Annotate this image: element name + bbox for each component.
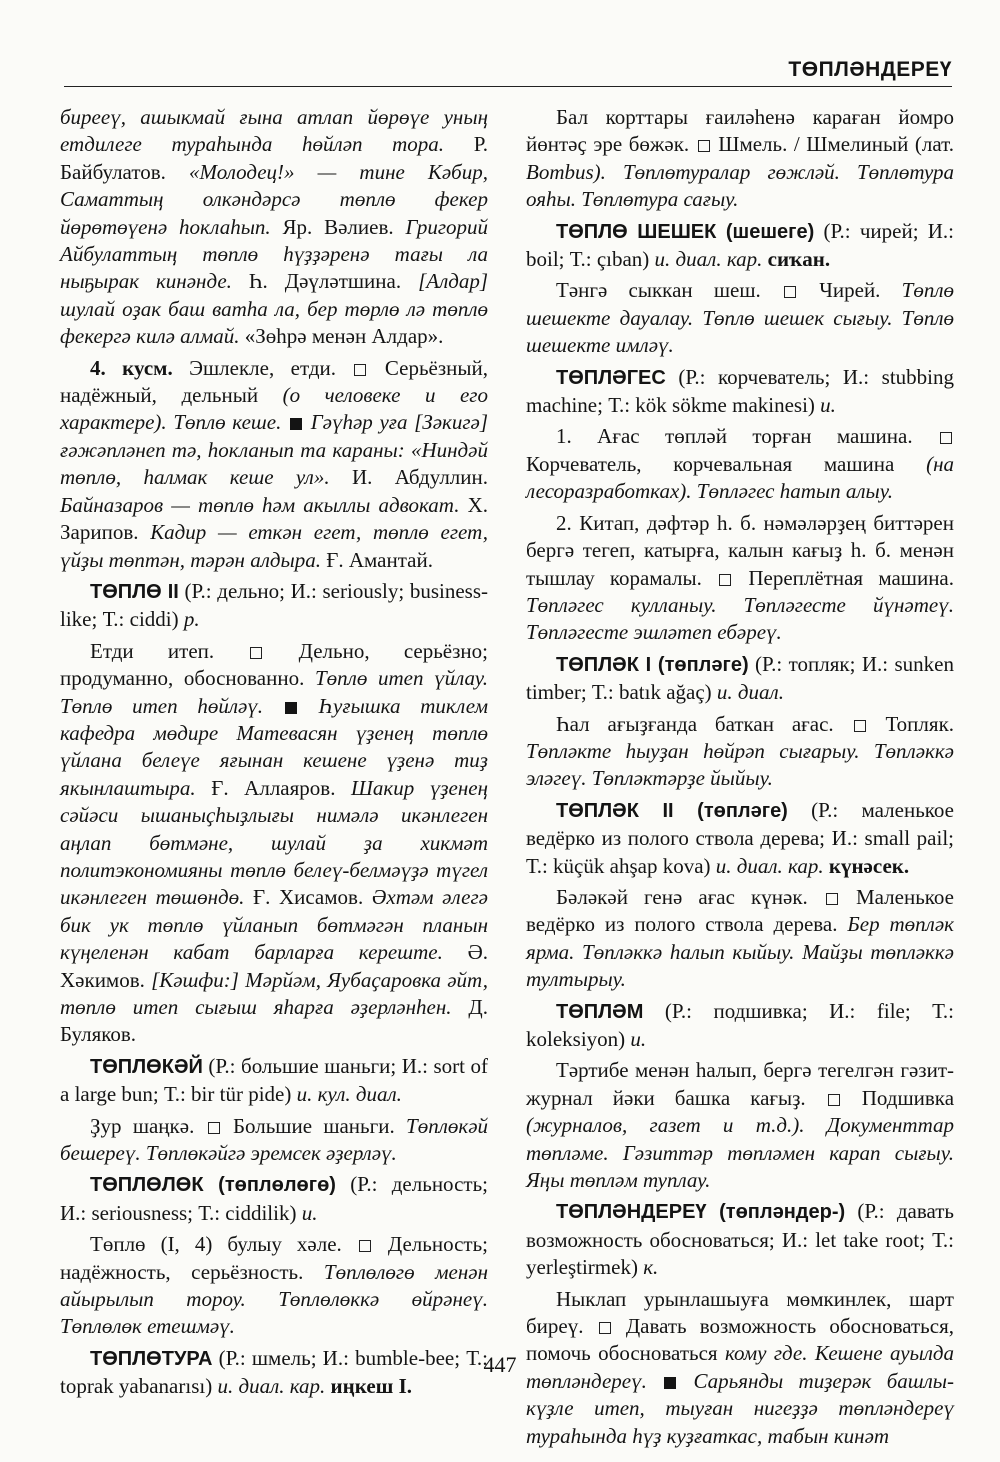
- citation: Р. Байбулатов.: [60, 132, 488, 184]
- example: Документтар төпләме. Гәзиттәр төпләмен карап сығыу. Яңы төпләм туплау.: [526, 1113, 954, 1193]
- translation: Большие шаньги.: [232, 1113, 395, 1138]
- entry-toplak-2-body: [526, 884, 954, 994]
- definition: Бал корттары ғаиләһенә караған йомро йөнтәҫ эре бөжәк.: [526, 105, 954, 157]
- equivalents: (Р.: чирей; И.: boil; Т.: çıban): [526, 218, 955, 272]
- entry-toplages-sense-1: [526, 423, 954, 505]
- equivalents: (Р.: подшивка; И.: file; Т.: koleksiyon): [526, 998, 954, 1051]
- square-icon: [854, 720, 866, 732]
- running-title: ТӨПЛӘНДЕРЕҮ: [788, 58, 952, 81]
- translation: Давать возможность обосноваться, помочь обосноваться: [526, 1314, 954, 1366]
- citation: Һ. Дәүләтшина.: [248, 269, 402, 294]
- translation: Чирей.: [819, 278, 881, 303]
- sense-number: 4. кусм.: [90, 355, 173, 380]
- example: Әхтәм әлегә бик ук төплө үйланып бөтмәгән планын күңеленән кабат барларға кереште.: [60, 885, 488, 965]
- citation: Ғ. Хисамов.: [252, 885, 364, 910]
- headword: ТӨПЛӨТУРА: [90, 1347, 213, 1370]
- headword: ТӨПЛӨЛӨК (төплөлөгө): [90, 1174, 336, 1197]
- note: (о человеке и его характере).: [60, 383, 489, 435]
- running-header: [64, 50, 952, 87]
- translation: Дельно, серьёзно; продуманно, обоснованно.: [60, 638, 488, 691]
- example: Төплөкәй бешереү. Төплөкәйгә эремсек әҙерләү.: [60, 1113, 489, 1166]
- latin-name: Bombus).: [526, 159, 606, 184]
- square-icon: [599, 1322, 611, 1334]
- page-number: 447: [483, 1352, 517, 1377]
- headword: ТӨПЛӘМ: [556, 1000, 644, 1023]
- pos: и.: [820, 393, 836, 418]
- entry-toplo-sheshek-body: [526, 277, 954, 359]
- entry-toplak-2: [526, 797, 954, 880]
- definition: Тәнгә сыккан шеш.: [556, 278, 761, 303]
- black-square-icon: [664, 1377, 676, 1389]
- square-icon: [719, 574, 731, 586]
- entry-toplo-sheshek: [526, 218, 954, 274]
- pos: и. кул. диал.: [296, 1082, 402, 1107]
- left-column: [60, 104, 488, 1405]
- black-square-icon: [285, 702, 297, 714]
- example: Григорий Айбулаттың төплө һүҙҙәренә тағы ла ныҕырак кинәнде.: [60, 214, 489, 294]
- example: «Молодец!» — тине Кәбир, Саматтың олкәндәрсә төплө фекер йөрөтөүенә һоклаһып.: [60, 159, 488, 239]
- note: (на лесоразработках).: [526, 451, 955, 504]
- entry-toplanderew: [526, 1198, 954, 1281]
- example: Төплөлөгө менән айырылып тороу. Төплөлөккә өйрәнеү. Төплөлөк етешмәү.: [60, 1259, 488, 1339]
- example: Төплө кеше.: [173, 410, 282, 435]
- example: Байназаров — төплө һәм акыллы адвокат.: [60, 492, 460, 517]
- entry-toplokay: [60, 1053, 488, 1109]
- example: Һуғышка тиклем кафедра мөдире Матевасян үҙенең төплө үйлана белеүе яғынан кешене үҙенә тиҙ якынлаштыра.: [60, 693, 488, 800]
- entry-toplages: [526, 364, 954, 420]
- translation: Топляк.: [885, 711, 955, 736]
- citation: Яр. Вәлиев.: [282, 214, 394, 239]
- example: Шакир үҙенең сәйәси ышаныҫһыҙлығы нимәлә икәнлеген аңлап бөтмәне, шулай ҙа хикмәт политэкономияны төплө белеү-белмәүҙә түгел икәнлеген төшөндө.: [60, 775, 488, 910]
- example: Төпләгес һатып алыу.: [696, 479, 894, 504]
- cross-reference: күнәсек.: [828, 853, 910, 878]
- citation: Ғ. Аллаяров.: [211, 775, 336, 800]
- definition: Төплө (I, 4) булыу хәле.: [90, 1232, 342, 1257]
- entry-toplam-body: [526, 1057, 954, 1194]
- translation: Корчеватель, корчевальная машина: [526, 451, 895, 476]
- pos: и. диал. кар.: [654, 247, 763, 272]
- note: (журналов, газет и т.д.).: [526, 1113, 805, 1138]
- pos: к.: [643, 1255, 659, 1280]
- example: Төплө итеп үйлау. Төплө итеп һөйләү.: [60, 666, 489, 718]
- entry-toplak-1-body: [526, 711, 954, 793]
- translation: Серьёзный, надёжный, дельный: [60, 355, 488, 408]
- pos: и.: [630, 1027, 647, 1051]
- square-icon: [359, 1240, 371, 1252]
- definition: Эшлекле, етди.: [189, 355, 337, 380]
- equivalents: (Р.: большие шаньги; И.: sort of a large bun; Т.: bir tür pide): [60, 1053, 488, 1107]
- equivalents: (Р.: корчеватель; И.: stubbing machine; Т.: kök sökme makinesi): [526, 364, 955, 418]
- headword: ТӨПЛӘНДЕРЕҮ (төпләндер-): [556, 1201, 846, 1224]
- example: Төпләгес кулланыу. Төпләгесте йүнәтеү. Төпләгесте эшләтеп ебәреү.: [526, 592, 954, 645]
- definition: Ныклап урынлашыуға мөмкинлек, шарт биреү.: [526, 1286, 954, 1339]
- example: Кадир — еткән егет, төплө егет, үйҙы төптән, тәрән алдыра.: [60, 520, 489, 572]
- definition: Тәртибе менән һалып, бергә тегелгән гәзит-журнал йәки башка кағыҙ.: [526, 1058, 954, 1110]
- equivalents: (Р.: шмель; И.: bumble-bee; Т.: toprak yabanarısı): [60, 1345, 489, 1399]
- citation: Д. Буляков.: [60, 995, 488, 1047]
- example: [Кәшфи:] Мәрйәм, Яубаҫаровка әйт, төплө итеп сығыш яһарға әҙерләнһен.: [60, 967, 489, 1019]
- citation: И. Абдуллин.: [351, 465, 488, 490]
- sense-4: [60, 355, 488, 574]
- headword: ТӨПЛӨ ШЕШЕК (шешеге): [556, 220, 815, 243]
- definition: Бәләкәй генә ағас күнәк.: [556, 884, 808, 909]
- definition: Ҙур шаңкә.: [90, 1113, 195, 1138]
- square-icon: [354, 364, 366, 376]
- right-column: [526, 104, 954, 1454]
- black-square-icon: [290, 418, 302, 430]
- translation: Маленькое ведёрко из полого ствола дерева.: [526, 884, 955, 937]
- definition: 1. Ағас төпләй торған машина.: [556, 424, 913, 449]
- citation: Х. Зарипов.: [60, 492, 488, 545]
- translation: Подшивка: [861, 1085, 955, 1110]
- definition: 2. Китап, дәфтәр һ. б. нәмәләрҙең биттәрен бергә тегеп, катырға, калын кағыҙ һ. б. менән тышлау корамалы.: [526, 510, 954, 590]
- pos: и. диал.: [716, 680, 784, 705]
- equivalents: (Р.: дельно; И.: seriously; business-like; Т.: ciddi): [60, 578, 488, 632]
- equivalents: (Р.: топляк; И.: sunken timber; Т.: batık ağaç): [526, 651, 954, 705]
- translation: Дельность; надёжность, серьёзность.: [60, 1232, 489, 1284]
- headword: ТӨПЛӨКӘЙ: [90, 1055, 203, 1078]
- headword: ТӨПЛӘГЕС: [556, 366, 666, 389]
- definition: Етди итеп.: [90, 638, 215, 663]
- entry-toplo-2-body: [60, 638, 488, 1049]
- square-icon: [828, 1094, 840, 1106]
- citation: Ғ. Амантай.: [326, 547, 433, 572]
- example: Сарьянды тиҙерәк башлы-күҙле итеп, тыуған нигеҙҙә төпләндереү тураһында һүҙ куҙғаткас, табын кинәт: [526, 1368, 954, 1448]
- entry-toplo-2: [60, 578, 488, 634]
- pos: и.: [301, 1200, 318, 1225]
- entry-toplak-1: [526, 651, 954, 707]
- definition: Һал ағыҙғанда баткан ағас.: [556, 711, 834, 736]
- headword: ТӨПЛӘК I (төпләге): [556, 653, 749, 676]
- citation: «Зөһрә менән Алдар».: [244, 324, 444, 349]
- entry-toplotura-body: [526, 104, 954, 214]
- equivalents: (Р.: маленькое ведёрко из полого ствола дерева; И.: small pail; Т.: küçük ahşap kova): [526, 797, 954, 878]
- example: Кешене ауылда төпләндереү.: [526, 1341, 955, 1393]
- pos: и. диал. кар.: [715, 853, 824, 878]
- example: Төпләкте һыуҙан һөйрәп сығарыу. Төпләккә эләгеү. Төпләктәрҙе йыйыу.: [526, 738, 954, 791]
- square-icon: [698, 140, 710, 152]
- square-icon: [826, 893, 838, 905]
- headword: ТӨПЛӨ II: [90, 580, 179, 603]
- square-icon: [208, 1122, 220, 1134]
- example: Төплө шешекте дауалау. Төплө шешек сығыу. Төплө шешекте имләү.: [526, 278, 955, 358]
- equivalents: (Р.: давать возможность обосноваться; И.: let take root; Т.: yerleştirmek): [526, 1199, 955, 1280]
- cross-reference: сиҡан.: [767, 247, 831, 272]
- square-icon: [940, 432, 952, 444]
- entry-continuation: [60, 104, 488, 351]
- entry-toplokay-body: [60, 1113, 488, 1168]
- example: Төплөтуралар гөжләй. Төплөтура ояһы. Төплөтура сағыу.: [526, 159, 955, 212]
- example: Гәүһәр уға [Зәкигә] ғәжәпләнеп тә, һокланып та караны: «Ниндәй төплө, һалмак кеше ул».: [60, 410, 489, 490]
- entry-toplolok: [60, 1171, 488, 1227]
- cross-reference: иңкеш I.: [330, 1374, 413, 1399]
- headword: ТӨПЛӘК II (төпләге): [556, 799, 788, 822]
- example: Бер төпләк ярма. Төпләккә һалып кыйыу. Майҙы төпләккә тултырыу.: [526, 912, 954, 992]
- pos: р.: [183, 607, 200, 632]
- square-icon: [784, 286, 796, 298]
- entry-toplam: [526, 998, 954, 1054]
- citation: Ә. Хәкимов.: [60, 940, 489, 992]
- pos: и. диал. кар.: [217, 1374, 326, 1399]
- note: кому где.: [724, 1341, 808, 1366]
- translation: Шмель. / Шмелиный (лат.: [718, 132, 955, 157]
- example: бирееү, ашыкмай ғына атлап йөрөүе уның етдилеге тураһында һөйләп тора.: [60, 105, 488, 157]
- equivalents: (Р.: дельность; И.: seriousness; Т.: ciddilik): [60, 1172, 488, 1225]
- example: [Алдар] шулай оҙак баш ватһа ла, бер төрлө лә төплө фекергә килә алмай.: [60, 269, 489, 349]
- translation: Переплётная машина.: [748, 565, 954, 590]
- entry-toplolok-body: [60, 1231, 488, 1341]
- entry-toplages-sense-2: [526, 510, 954, 647]
- square-icon: [250, 647, 262, 659]
